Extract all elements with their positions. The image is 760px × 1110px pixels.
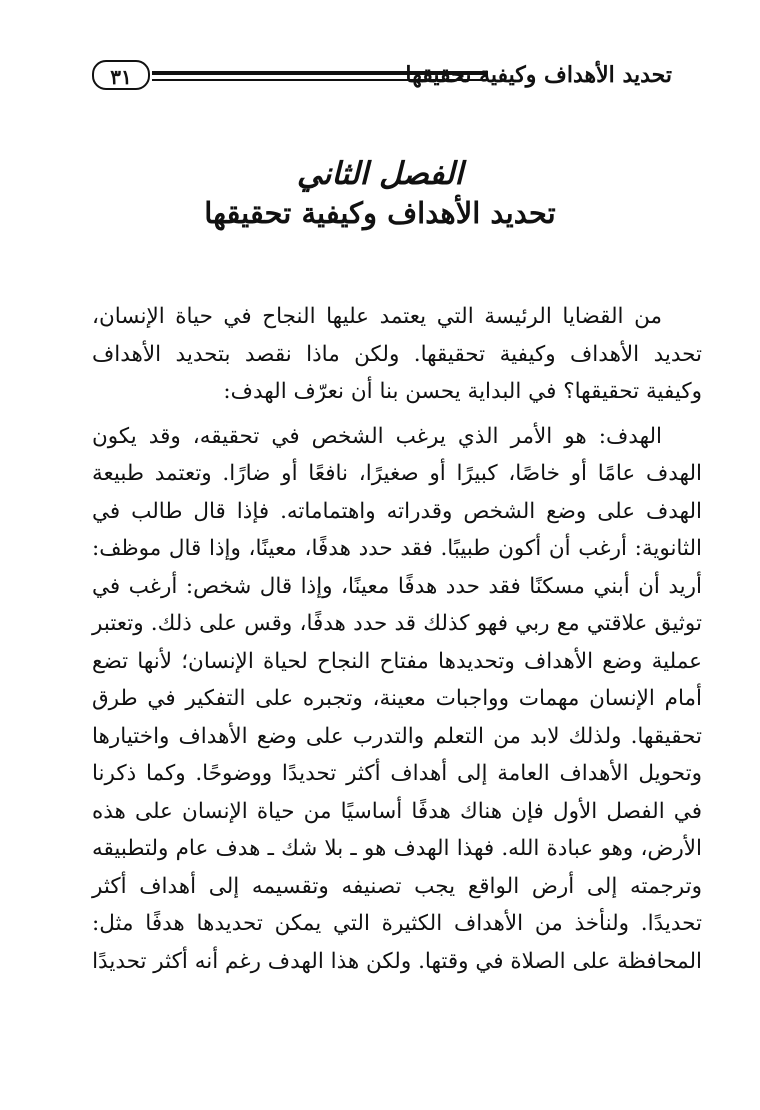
chapter-title: تحديد الأهداف وكيفية تحقيقها <box>204 196 556 230</box>
body-text <box>92 298 702 980</box>
paragraph: الهدف: هو الأمر الذي يرغب الشخص في تحقيقه، وقد يكون الهدف عامًا أو خاصًا، كبيرًا أو صغيرًا، نافعًا أو ضارًا. وتعتمد طبيعة الهدف على وضع الشخص وقدراته واهتماماته. فإذا قال طالب في الثانوية: أرغب أن أكون طبيبًا. فقد حدد هدفًا، معينًا، وإذا قال موظف: أريد أن أبني مسكنًا فقد حدد هدفًا معينًا، وإذا قال شخص: أرغب في توثيق علاقتي مع ربي فهو كذلك قد حدد هدفًا، وقس على ذلك. وتعتبر عملية وضع الأهداف وتحديدها مفتاح النجاح لحياة الإنسان؛ لأنها تضع أمام الإنسان مهمات وواجبات معينة، وتجبره على التفكير في طرق تحقيقها. ولذلك لابد من التعلم والتدرب على وضع الأهداف واختيارها وتحويل الأهداف العامة إلى أهداف أكثر تحديدًا ووضوحًا. وكما ذكرنا في الفصل الأول فإن هناك هدفًا أساسيًا من حياة الإنسان على هذه الأرض، وهو عبادة الله. فهذا الهدف هو ـ بلا شك ـ هدف عام ولتطبيقه وترجمته إلى أرض الواقع يجب تصنيفه وتقسيمه إلى أهداف أكثر تحديدًا. ولنأخذ من الأهداف الكثيرة التي يمكن تحديدها هدفًا مثل: المحافظة على الصلاة في وقتها. ولكن هذا الهدف رغم أنه أكثر تحديدًا <box>92 423 702 974</box>
page-number: ٣١ <box>92 60 150 90</box>
running-header <box>92 58 672 94</box>
chapter-label: الفصل الثاني <box>296 156 464 192</box>
paragraph: من القضايا الرئيسة التي يعتمد عليها النجاح في حياة الإنسان، تحديد الأهداف وكيفية تحقيقها. ولكن ماذا نقصد بتحديد الأهداف وكيفية تحقيقها؟ في البداية يحسن بنا أن نعرّف الهدف: <box>92 304 702 404</box>
running-title: تحديد الأهداف وكيفية تحقيقها <box>405 62 672 88</box>
